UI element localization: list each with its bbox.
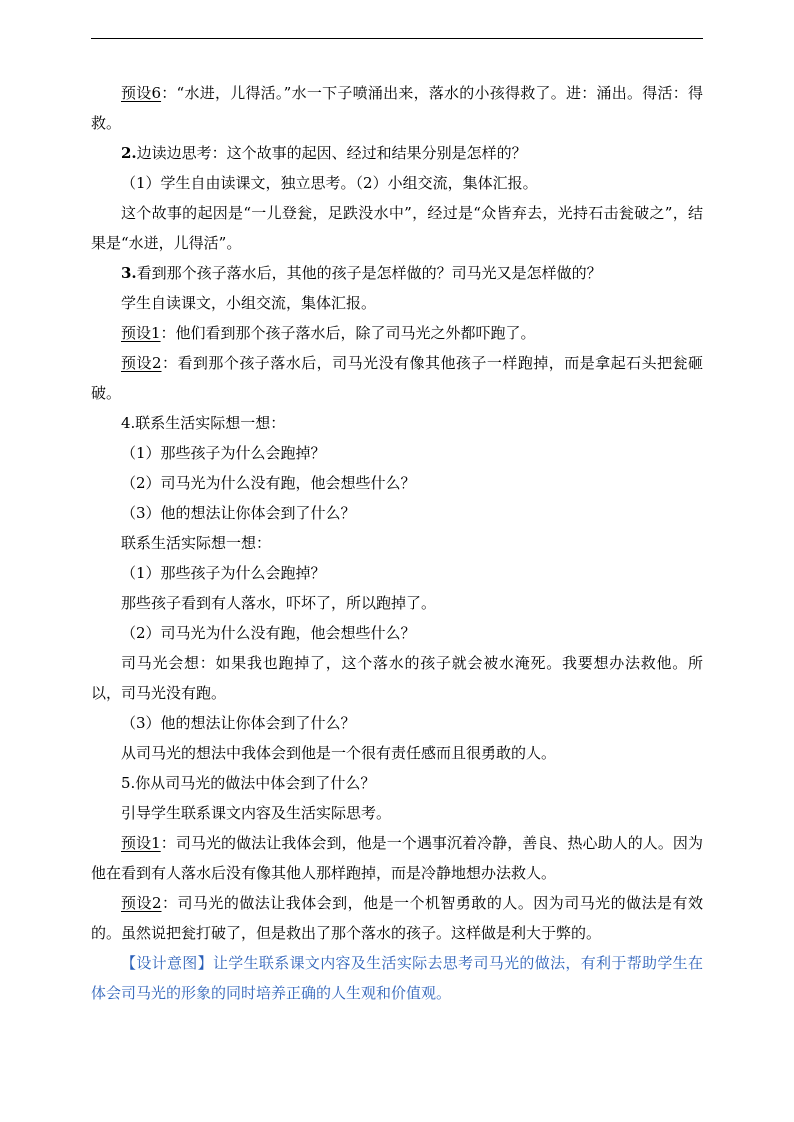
paragraph-steps: （1）学生自由读课文，独立思考。（2）小组交流，集体汇报。 [121, 174, 538, 192]
answer-question-2: （2）司马光为什么没有跑，他会想些什么？ [121, 624, 416, 642]
paragraph-text: ：看到那个孩子落水后，司马光没有像其他孩子一样跑掉，而是拿起石头把瓮砸破。 [91, 354, 703, 402]
preset-label: 预设2 [121, 354, 162, 372]
header-rule [91, 38, 703, 39]
answer-heading: 联系生活实际想一想： [121, 534, 272, 552]
paragraph-text: ：“水进，儿得活。”水一下子喷涌出来，落水的小孩得救了。进：涌出。得活：得救。 [91, 84, 704, 132]
question-number: 3. [121, 264, 137, 282]
answer-question-1: （1）那些孩子为什么会跑掉？ [121, 564, 326, 582]
answer-question-3: （3）他的想法让你体会到了什么？ [121, 714, 356, 732]
document-body [91, 78, 703, 1008]
sub-question-1: （1）那些孩子为什么会跑掉？ [121, 444, 326, 462]
sub-question-3: （3）他的想法让你体会到了什么？ [121, 504, 356, 522]
paragraph-text: ：司马光的做法让我体会到，他是一个机智勇敢的人。因为司马光的做法是有效的。虽然说把瓮打破了，但是救出了那个落水的孩子。这样做是利大于弊的。 [91, 894, 703, 942]
paragraph-text: ：他们看到那个孩子落水后，除了司马光之外都吓跑了。 [160, 324, 536, 342]
preset-label: 预设1 [121, 834, 161, 852]
question-number: 2. [121, 144, 137, 162]
answer-3: 从司马光的想法中我体会到他是一个很有责任感而且很勇敢的人。 [121, 744, 557, 762]
paragraph-preset-2b [91, 888, 703, 948]
question-5: 5.你从司马光的做法中体会到了什么？ [121, 774, 376, 792]
preset-label: 预设1 [121, 324, 161, 342]
answer-2: 司马光会想：如果我也跑掉了，这个落水的孩子就会被水淹死。我要想办法救他。所以，司马光没有跑。 [91, 654, 703, 702]
paragraph-text: ：司马光的做法让我体会到，他是一个遇事沉着冷静，善良、热心助人的人。因为他在看到有人落水后没有像其他人那样跑掉，而是冷静地想办法救人。 [91, 834, 704, 882]
paragraph-guide: 引导学生联系课文内容及生活实际思考。 [121, 804, 392, 822]
question-2 [91, 138, 703, 168]
question-3 [91, 258, 703, 288]
paragraph-preset-2a [91, 348, 703, 408]
question-text: 看到那个孩子落水后，其他的孩子是怎样做的？司马光又是怎样做的？ [136, 264, 602, 282]
answer-1: 那些孩子看到有人落水，吓坏了，所以跑掉了。 [121, 594, 437, 612]
paragraph-instruction: 学生自读课文，小组交流，集体汇报。 [121, 294, 377, 312]
paragraph-story-summary: 这个故事的起因是“一儿登瓮，足跌没水中”，经过是“众皆弃去，光持石击瓮破之”，结果是“水迸，儿得活”。 [91, 204, 703, 252]
paragraph-preset-6 [91, 78, 703, 138]
design-intent-note: 【设计意图】让学生联系课文内容及生活实际去思考司马光的做法，有利于帮助学生在体会司马光的形象的同时培养正确的人生观和价值观。 [91, 954, 703, 1002]
question-4: 4.联系生活实际想一想： [121, 414, 286, 432]
sub-question-2: （2）司马光为什么没有跑，他会想些什么？ [121, 474, 416, 492]
preset-label: 预设6 [121, 84, 162, 102]
paragraph-preset-1b [91, 828, 703, 888]
preset-label: 预设2 [121, 894, 162, 912]
paragraph-preset-1a [91, 318, 703, 348]
question-text: 边读边思考：这个故事的起因、经过和结果分别是怎样的？ [136, 144, 527, 162]
